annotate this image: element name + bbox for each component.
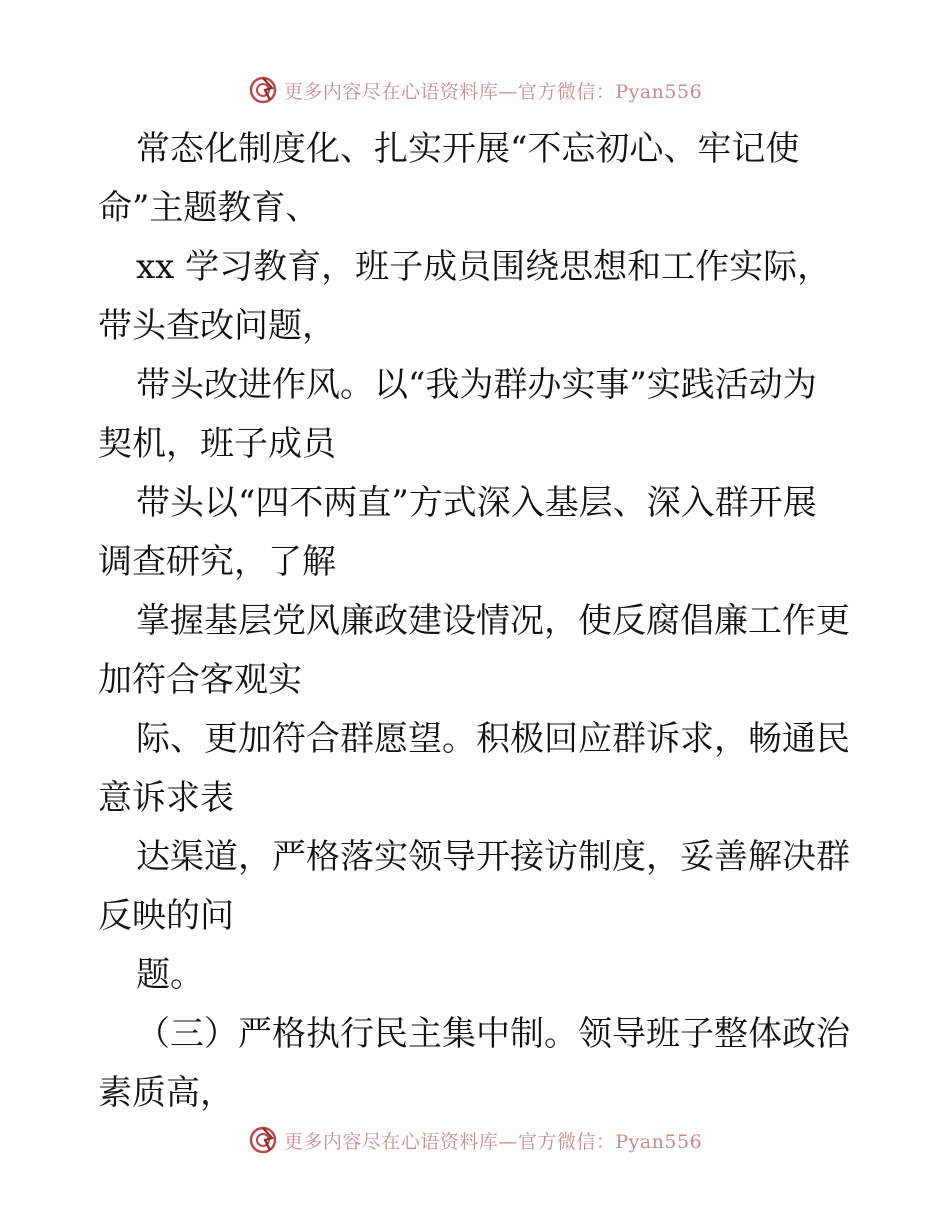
text-line: 反映的问 (98, 896, 234, 936)
text-line: 调查研究，了解 (98, 542, 336, 582)
text-line: 常态化制度化、扎实开展“不忘初心、牢记使 (136, 129, 800, 169)
text-line: 带头以“四不两直”方式深入基层、深入群开展 (136, 483, 817, 523)
body-text (98, 120, 858, 1123)
text-line: 题。 (136, 955, 204, 995)
text-line: 素质高， (98, 1073, 234, 1113)
text-line: 带头改进作风。以“我为群办实事”实践活动为 (136, 365, 817, 405)
watermark-text: 更多内容尽在心语资料库—官方微信：Pyan556 (283, 1130, 703, 1153)
paragraph (98, 120, 858, 1123)
header-watermark-banner (0, 70, 950, 110)
brand-logo-icon (248, 75, 278, 105)
text-line: （三）严格执行民主集中制。领导班子整体政治 (136, 1014, 850, 1054)
text-line: 契机，班子成员 (98, 424, 336, 464)
text-line: 达渠道，严格落实领导开接访制度，妥善解决群 (136, 837, 850, 877)
text-line: 加符合客观实 (98, 660, 302, 700)
brand-logo-icon (248, 1125, 278, 1155)
text-line: xx 学习教育，班子成员围绕思想和工作实际， (136, 247, 832, 287)
text-line: 带头查改问题， (98, 306, 336, 346)
text-line: 掌握基层党风廉政建设情况，使反腐倡廉工作更 (136, 601, 850, 641)
text-line: 意诉求表 (98, 778, 234, 818)
watermark-text: 更多内容尽在心语资料库—官方微信：Pyan556 (283, 80, 703, 103)
text-line: 际、更加符合群愿望。积极回应群诉求，畅通民 (136, 719, 850, 759)
footer-watermark-banner (0, 1120, 950, 1160)
text-line: 命”主题教育、 (98, 188, 320, 228)
